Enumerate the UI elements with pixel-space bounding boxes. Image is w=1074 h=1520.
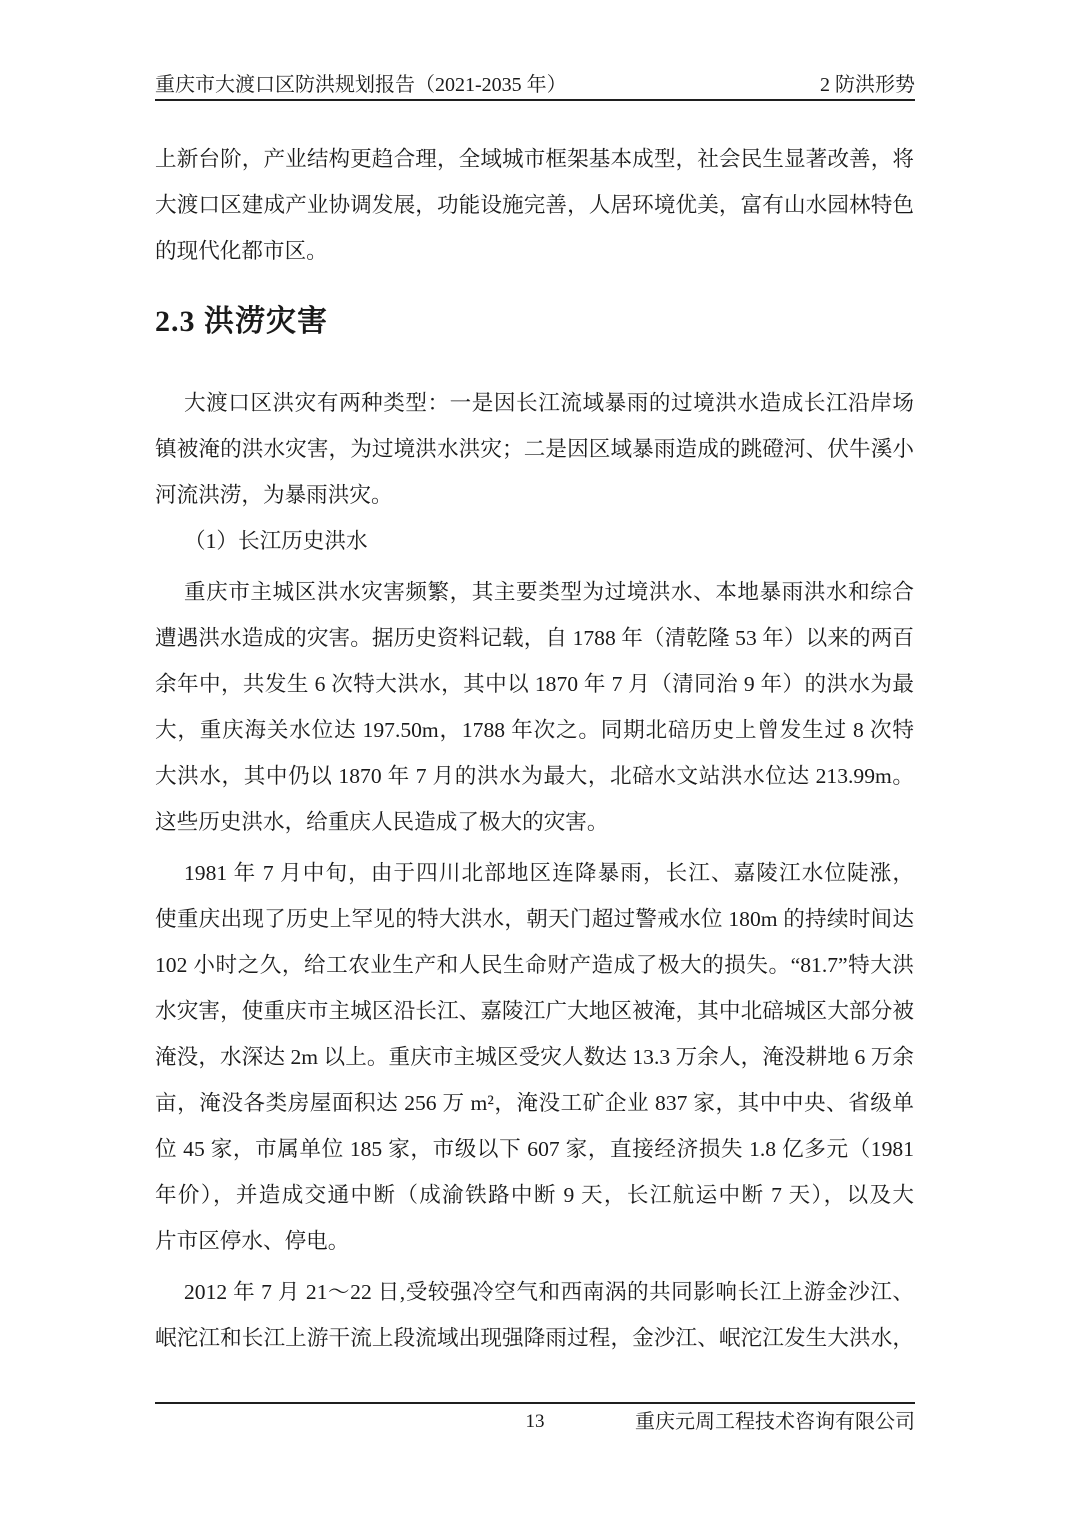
paragraph: [155, 1269, 914, 1361]
body-line: 1981 年 7 月中旬，由于四川北部地区连降暴雨，长江、嘉陵江水位陡涨，: [184, 861, 914, 885]
body-line: 大，重庆海关水位达 197.50m，1788 年次之。同期北碚历史上曾发生过 8 次特: [155, 718, 914, 742]
document-body: [155, 136, 914, 1366]
body-line: 大渡口区建成产业协调发展，功能设施完善，人居环境优美，富有山水园林特色: [155, 193, 914, 217]
body-line: 余年中，共发生 6 次特大洪水，其中以 1870 年 7 月（清同治 9 年）的洪水为最: [155, 672, 914, 696]
paragraph: [155, 569, 914, 845]
body-line: 大渡口区洪灾有两种类型：一是因长江流域暴雨的过境洪水造成长江沿岸场: [184, 391, 914, 415]
body-line: 102 小时之久，给工农业生产和人民生命财产造成了极大的损失。“81.7”特大洪: [155, 953, 914, 977]
body-line: 大洪水，其中仍以 1870 年 7 月的洪水为最大，北碚水文站洪水位达 213.99m。: [155, 764, 914, 788]
body-line: 水灾害，使重庆市主城区沿长江、嘉陵江广大地区被淹，其中北碚城区大部分被: [155, 999, 914, 1023]
body-line: 镇被淹的洪水灾害，为过境洪水洪灾；二是因区域暴雨造成的跳磴河、伏牛溪小: [155, 437, 914, 461]
header-report-title: 重庆市大渡口区防洪规划报告（2021-2035 年）: [155, 74, 567, 96]
paragraph: [155, 850, 914, 1264]
header-rule: [155, 99, 915, 101]
body-line: 的现代化都市区。: [155, 239, 328, 263]
page-header: [155, 72, 915, 98]
body-line: （1）长江历史洪水: [184, 529, 368, 553]
body-line: 2012 年 7 月 21～22 日,受较强冷空气和西南涡的共同影响长江上游金沙江、: [184, 1280, 914, 1304]
section-heading: 2.3 洪涝灾害: [155, 305, 328, 338]
body-line: 这些历史洪水，给重庆人民造成了极大的灾害。: [155, 810, 609, 834]
paragraph: [155, 518, 914, 564]
footer-company: 重庆元周工程技术咨询有限公司: [635, 1411, 915, 1433]
body-line: 上新台阶，产业结构更趋合理，全域城市框架基本成型，社会民生显著改善，将: [155, 147, 914, 171]
header-chapter-label: 2 防洪形势: [820, 74, 915, 96]
footer-rule: [155, 1402, 915, 1404]
page-number: 13: [525, 1411, 545, 1432]
page-footer: [155, 1409, 915, 1435]
body-line: 岷沱江和长江上游干流上段流域出现强降雨过程，金沙江、岷沱江发生大洪水，: [155, 1326, 914, 1350]
body-line: 河流洪涝，为暴雨洪灾。: [155, 483, 393, 507]
body-line: 遭遇洪水造成的灾害。据历史资料记载，自 1788 年（清乾隆 53 年）以来的两百: [155, 626, 914, 650]
body-line: 年价），并造成交通中断（成渝铁路中断 9 天，长江航运中断 7 天），以及大: [155, 1183, 914, 1207]
body-line: 重庆市主城区洪水灾害频繁，其主要类型为过境洪水、本地暴雨洪水和综合: [184, 580, 914, 604]
lead-paragraph: [155, 136, 914, 274]
body-line: 亩，淹没各类房屋面积达 256 万 m²，淹没工矿企业 837 家，其中中央、省级单: [155, 1091, 914, 1115]
body-line: 淹没，水深达 2m 以上。重庆市主城区受灾人数达 13.3 万余人，淹没耕地 6 万余: [155, 1045, 914, 1069]
paragraph: [155, 380, 914, 518]
paragraphs-container: [155, 380, 914, 1361]
body-line: 位 45 家，市属单位 185 家，市级以下 607 家，直接经济损失 1.8 亿多元（1981: [155, 1137, 914, 1161]
body-line: 片市区停水、停电。: [155, 1229, 350, 1253]
body-line: 使重庆出现了历史上罕见的特大洪水，朝天门超过警戒水位 180m 的持续时间达: [155, 907, 914, 931]
